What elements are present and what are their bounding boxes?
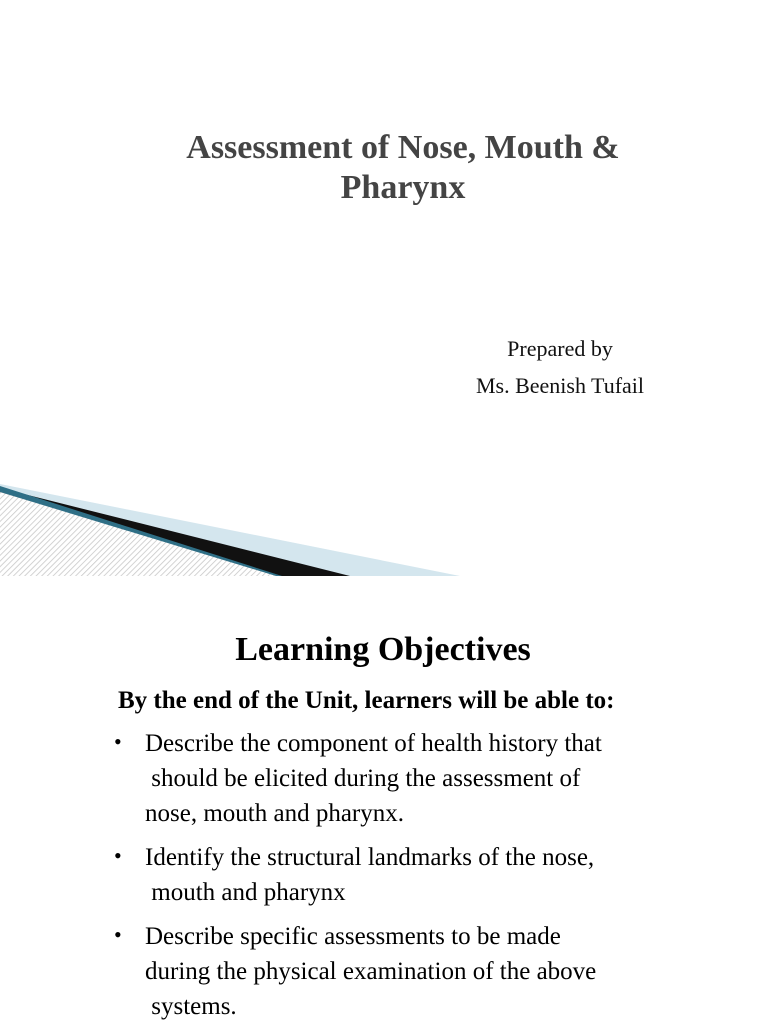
objectives-intro: By the end of the Unit, learners will be able to:	[118, 687, 615, 714]
slide-title	[80, 128, 726, 208]
bullet-icon: •	[114, 922, 122, 947]
list-item-line: systems.	[145, 993, 237, 1020]
prepared-by-label: Prepared by	[507, 336, 613, 361]
objectives-heading-text: Learning Objectives	[235, 631, 531, 668]
list-item	[112, 726, 732, 831]
slide-title-line-1: Assessment of Nose, Mouth &	[186, 129, 620, 166]
list-item-line: nose, mouth and pharynx.	[145, 800, 404, 827]
objectives-slide	[0, 576, 768, 1024]
list-item-line: should be elicited during the assessment of	[145, 765, 581, 792]
list-item-line: mouth and pharynx	[145, 879, 346, 906]
objectives-list	[112, 726, 732, 1024]
objectives-heading	[0, 626, 768, 674]
slide-title-line-2: Pharynx	[340, 169, 466, 206]
list-item-line: Describe specific assessments to be made	[145, 923, 561, 950]
author-block	[440, 330, 680, 404]
decorative-swoosh	[0, 470, 460, 576]
list-item-line: during the physical examination of the above	[145, 958, 597, 985]
list-item-line: Identify the structural landmarks of the nose,	[145, 844, 595, 871]
list-item-line: Describe the component of health history that	[145, 730, 602, 757]
bullet-icon: •	[114, 729, 122, 754]
list-item	[112, 840, 732, 910]
bullet-icon: •	[114, 843, 122, 868]
list-item	[112, 919, 732, 1024]
author-name: Ms. Beenish Tufail	[475, 373, 645, 398]
